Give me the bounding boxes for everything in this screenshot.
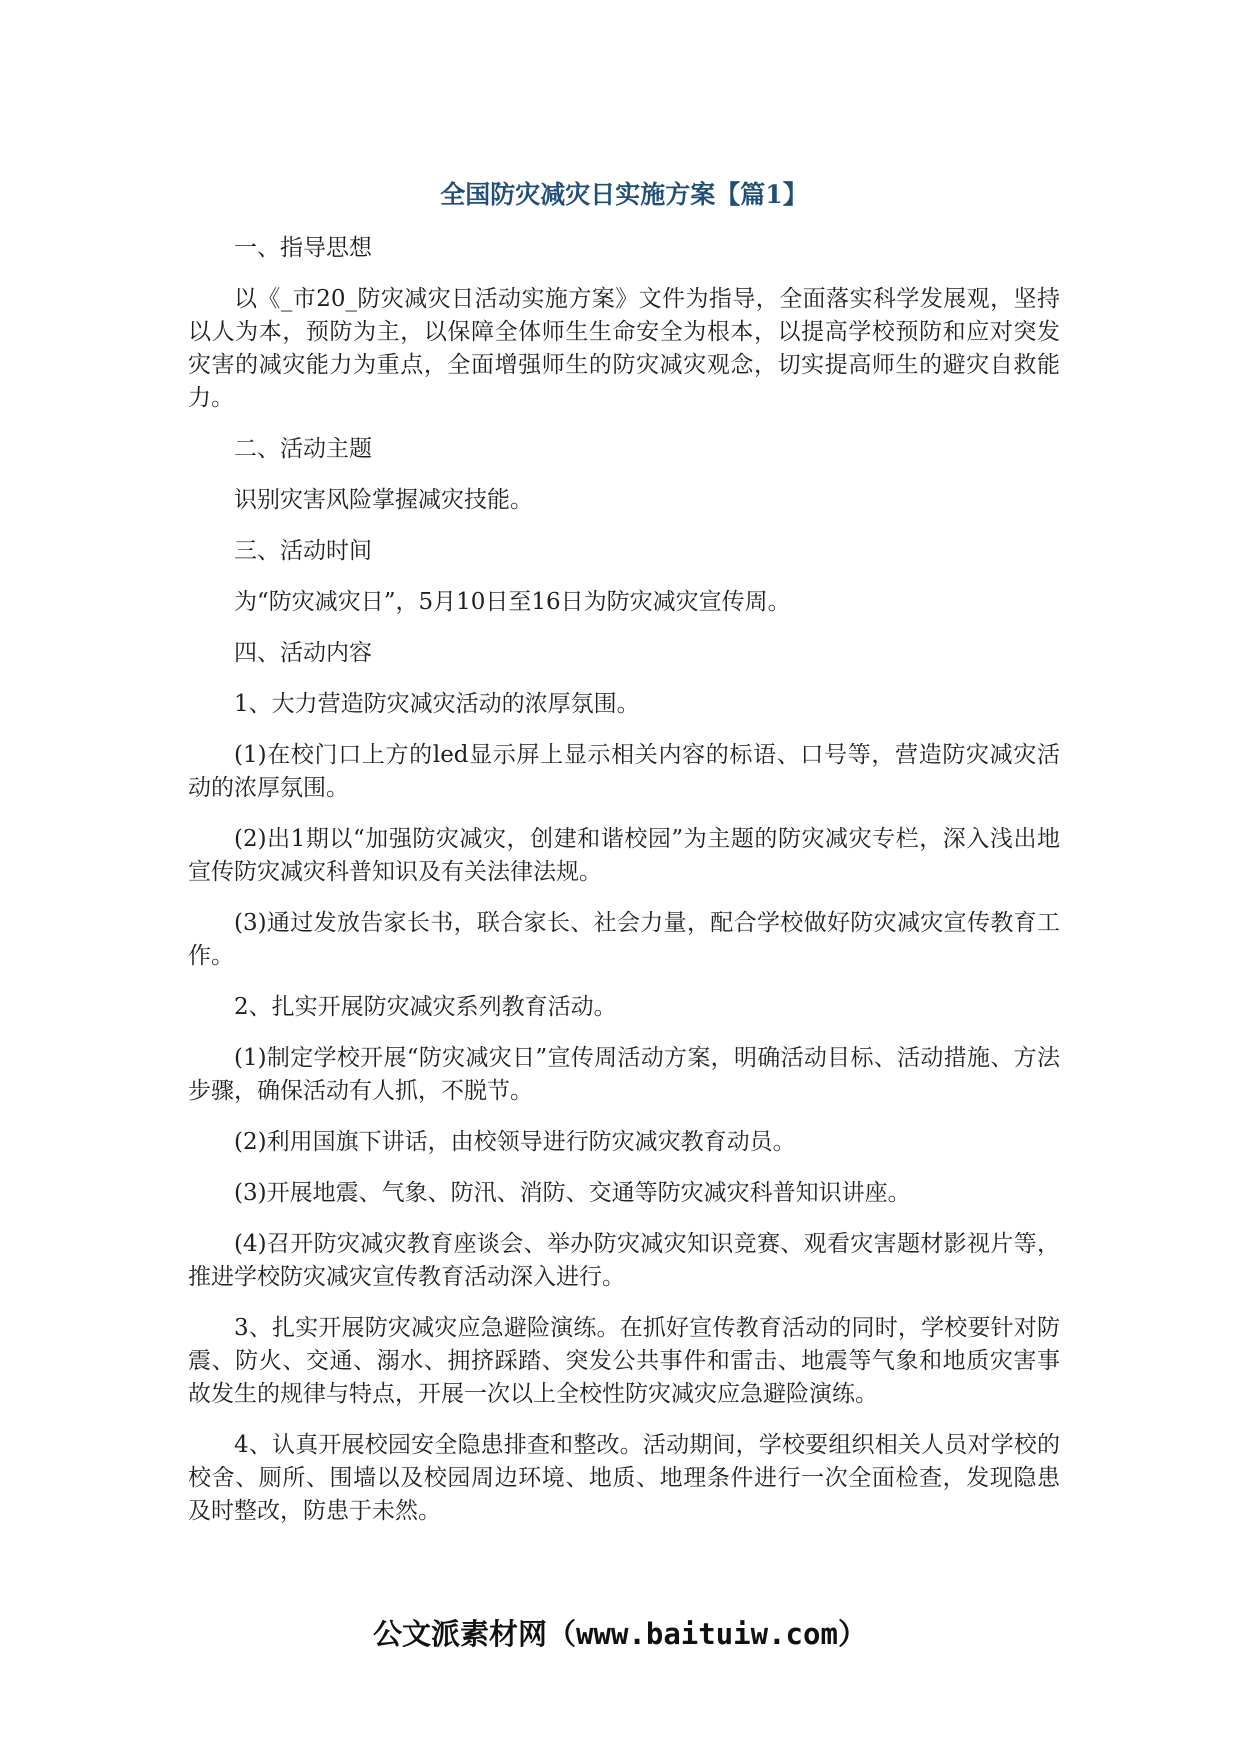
list-item: 1、大力营造防灾减灾活动的浓厚氛围。 [234,691,640,717]
section-heading: 四、活动内容 [234,640,372,666]
list-item: 2、扎实开展防灾减灾系列教育活动。 [234,994,617,1020]
section-heading: 一、指导思想 [234,235,372,261]
body-paragraph: 识别灾害风险掌握减灾技能。 [234,487,533,513]
watermark-footer: 公文派素材网（www.baituiw.com） [373,1617,867,1651]
sub-list-item: (4)召开防灾减灾教育座谈会、举办防灾减灾知识竞赛、观看灾害题材影视片等，推进学校防灾减灾宣传教育活动深入进行。 [188,1231,1060,1290]
list-item: 4、认真开展校园安全隐患排查和整改。活动期间，学校要组织相关人员对学校的校舍、厕所、围墙以及校园周边环境、地质、地理条件进行一次全面检查，发现隐患及时整改，防患于未然。 [188,1432,1060,1524]
sub-list-item: (1)制定学校开展“防灾减灾日”宣传周活动方案，明确活动目标、活动措施、方法步骤，确保活动有人抓，不脱节。 [188,1045,1060,1104]
section-heading: 二、活动主题 [234,436,372,462]
sub-list-item: (2)出1期以“加强防灾减灾，创建和谐校园”为主题的防灾减灾专栏，深入浅出地宣传防灾减灾科普知识及有关法律法规。 [188,826,1060,885]
document-title: 全国防灾减灾日实施方案【篇1】 [440,180,808,209]
body-paragraph: 以《_市20_防灾减灾日活动实施方案》文件为指导，全面落实科学发展观，坚持以人为本，预防为主，以保障全体师生生命安全为根本，以提高学校预防和应对突发灾害的减灾能力为重点，全面增强师生的防灾减灾观念，切实提高师生的避灾自救能力。 [188,286,1060,411]
body-paragraph: 为“防灾减灾日”，5月10日至16日为防灾减灾宣传周。 [234,589,791,615]
sub-list-item: (1)在校门口上方的led显示屏上显示相关内容的标语、口号等，营造防灾减灾活动的浓厚氛围。 [188,742,1060,801]
list-item: 3、扎实开展防灾减灾应急避险演练。在抓好宣传教育活动的同时，学校要针对防震、防火、交通、溺水、拥挤踩踏、突发公共事件和雷击、地震等气象和地质灾害事故发生的规律与特点，开展一次以上全校性防灾减灾应急避险演练。 [188,1315,1060,1407]
sub-list-item: (3)开展地震、气象、防汛、消防、交通等防灾减灾科普知识讲座。 [234,1180,911,1206]
document-body [188,178,1060,1546]
section-heading: 三、活动时间 [234,538,372,564]
sub-list-item: (3)通过发放告家长书，联合家长、社会力量，配合学校做好防灾减灾宣传教育工作。 [188,910,1060,969]
sub-list-item: (2)利用国旗下讲话，由校领导进行防灾减灾教育动员。 [234,1129,796,1155]
